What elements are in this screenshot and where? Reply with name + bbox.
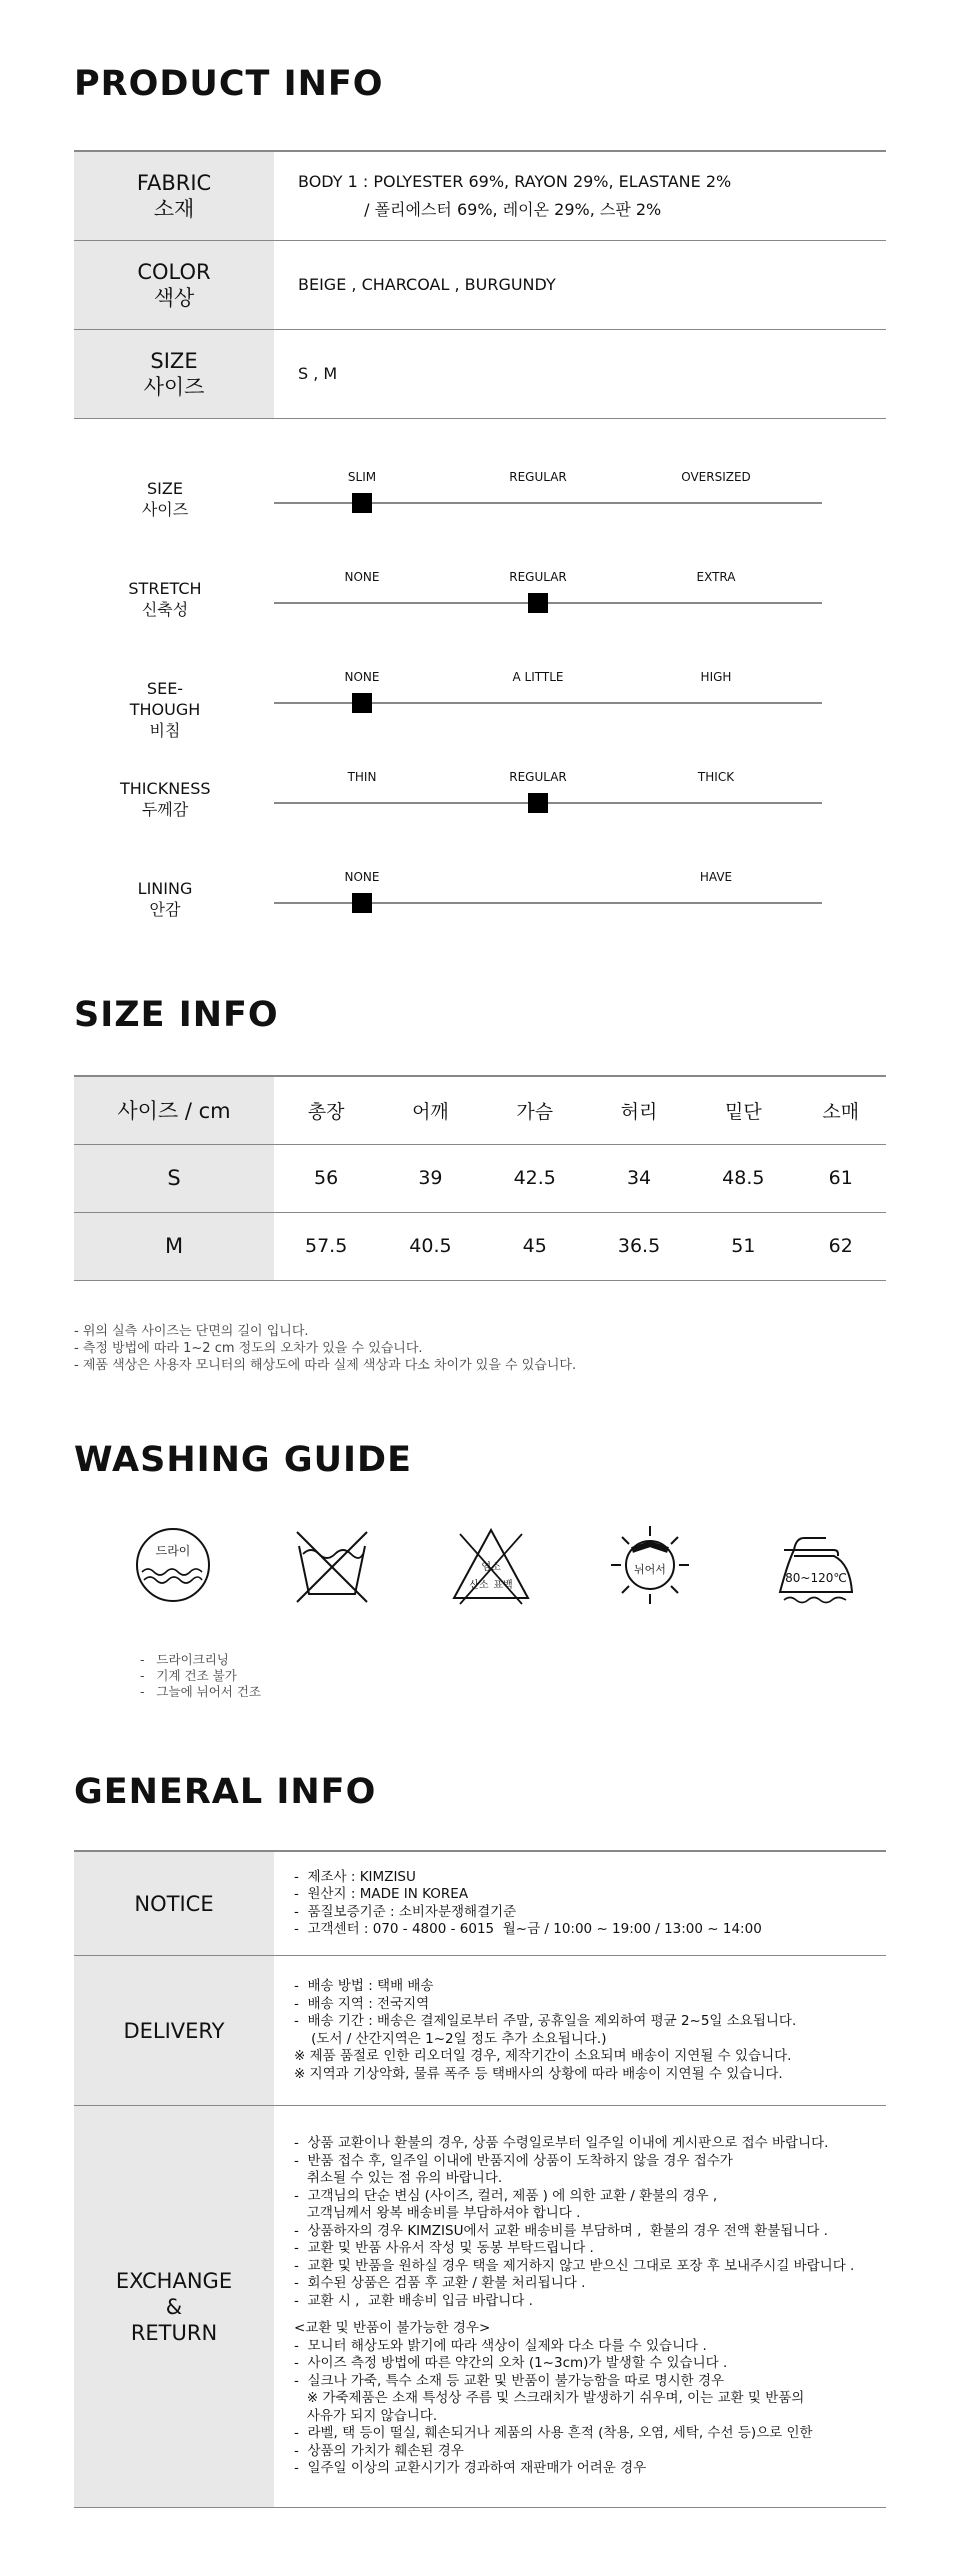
notice-label-text: NOTICE — [134, 1891, 214, 1916]
size-row — [74, 330, 886, 419]
scale-label — [120, 778, 210, 820]
exchange-label-text: RETURN — [130, 2320, 218, 2345]
note-line: - 그늘에 뉘어서 건조 — [140, 1684, 261, 1699]
note-line: - 측정 방법에 따라 1~2 cm 정도의 오차가 있을 수 있습니다. — [74, 1341, 423, 1356]
fabric-value-line: BODY 1 : POLYESTER 69%, RAYON 29%, ELASTANE 2% — [298, 172, 732, 191]
no-bleach-icon — [446, 1520, 536, 1610]
exchange-line: - 교환 및 반품을 원하실 경우 택을 제거하지 않고 받으신 그대로 포장 후 보내주시길 바랍니다 . — [294, 2257, 855, 2274]
exchange-line: - 일주일 이상의 교환시기가 경과하여 재판매가 어려운 경우 — [294, 2460, 647, 2477]
exchange-label-text: EXCHANGE — [115, 2268, 233, 2293]
color-label-en: COLOR — [137, 260, 211, 284]
table-cell: 45 — [483, 1212, 587, 1280]
size-value-line: S , M — [298, 364, 338, 383]
table-row — [74, 1144, 886, 1212]
table-cell: 36.5 — [587, 1212, 691, 1280]
scale-label-ko: 안감 — [149, 900, 181, 919]
size-notes — [74, 1323, 576, 1374]
delivery-label-text: DELIVERY — [123, 2018, 225, 2043]
size-table-header — [74, 1076, 886, 1144]
scale-label-en: THICKNESS — [120, 779, 211, 798]
scale-tick-label: NONE — [344, 870, 380, 884]
size-label-en: SIZE — [150, 349, 198, 373]
scale-label-ko: 사이즈 — [141, 500, 189, 519]
fabric-value-line: / 폴리에스터 69%, 레이온 29%, 스판 2% — [298, 200, 662, 219]
bleach-text: 산소 — [469, 1580, 489, 1591]
exchange-line: - 상품 교환이나 환불의 경우, 상품 수령일로부터 일주일 이내에 게시판으로 접수 바랍니다. — [294, 2135, 829, 2152]
delivery-value — [274, 1956, 886, 2105]
note-line: - 제품 색상은 사용자 모니터의 해상도에 따라 실제 색상과 다소 차이가 있을 수 있습니다. — [74, 1358, 577, 1373]
fabric-value — [274, 152, 886, 240]
product-info-title: PRODUCT INFO — [74, 64, 384, 104]
scale-tick-label: OVERSIZED — [681, 470, 751, 484]
scale-line — [274, 602, 822, 604]
exchange-line: - 실크나 가죽, 특수 소재 등 교환 및 반품이 불가능함을 따로 명시한 경우 — [294, 2372, 725, 2389]
fabric-row — [74, 152, 886, 241]
no-machine-wash-icon — [287, 1520, 377, 1610]
color-row — [74, 241, 886, 330]
general-info-title: GENERAL INFO — [74, 1772, 377, 1812]
fabric-label — [74, 152, 274, 240]
exchange-line: - 고객님의 단순 변심 (사이즈, 컬러, 제품 ) 에 의한 교환 / 환불의 경우 , — [294, 2187, 718, 2204]
delivery-line: ※ 지역과 기상악화, 물류 폭주 등 택배사의 상황에 따라 배송이 지연될 수 있습니다. — [294, 2065, 783, 2082]
notice-line: - 제조사 : KIMZISU — [294, 1868, 416, 1885]
exchange-line: - 상품의 가치가 훼손된 경우 — [294, 2442, 464, 2459]
scale-label-en: SIZE — [147, 479, 183, 498]
scale-marker — [352, 893, 372, 913]
scale-tick-label: THIN — [347, 770, 377, 784]
scale-label — [120, 678, 210, 741]
table-cell: 39 — [378, 1144, 482, 1212]
table-cell: 40.5 — [378, 1212, 482, 1280]
table-cell: 56 — [274, 1144, 378, 1212]
exchange-subheading: <교환 및 반품이 불가능한 경우> — [294, 2320, 491, 2337]
scale-label — [120, 478, 210, 520]
note-line: - 기계 건조 불가 — [140, 1668, 237, 1683]
exchange-line: - 교환 및 반품 사유서 작성 및 동봉 부탁드립니다 . — [294, 2240, 594, 2257]
scale-tick-label: EXTRA — [696, 570, 736, 584]
scale-tick-label: REGULAR — [509, 570, 567, 584]
scale-label-ko: 신축성 — [141, 600, 189, 619]
exchange-line: - 라벨, 택 등이 떨실, 훼손되거나 제품의 사용 흔적 (착용, 오염, 세탁, 수선 등)으로 인한 — [294, 2425, 813, 2442]
table-cell: 57.5 — [274, 1212, 378, 1280]
scale-tick-label: HAVE — [699, 870, 733, 884]
size-row-label: S — [74, 1144, 274, 1212]
exchange-return-row — [74, 2106, 886, 2508]
delivery-row — [74, 1956, 886, 2106]
exchange-return-value — [274, 2106, 886, 2507]
size-table-header-cell: 어깨 — [378, 1076, 482, 1144]
size-table — [74, 1075, 886, 1281]
delivery-label — [74, 1956, 274, 2105]
shade-dry-icon — [605, 1520, 695, 1610]
delivery-line: ※ 제품 품절로 인한 리오더일 경우, 제작기간이 소요되며 배송이 지연될 수 있습니다. — [294, 2048, 792, 2064]
table-row — [74, 1212, 886, 1280]
size-row-label: M — [74, 1212, 274, 1280]
fabric-label-en: FABRIC — [136, 171, 212, 195]
notice-label — [74, 1852, 274, 1955]
scale-label-ko: 두께감 — [141, 800, 189, 819]
exchange-line: - 모니터 해상도와 밝기에 따라 색상이 실제와 다소 다를 수 있습니다 . — [294, 2337, 707, 2354]
exchange-line: - 상품하자의 경우 KIMZISU에서 교환 배송비를 부담하며 , 환불의 경우 전액 환불됩니다 . — [294, 2222, 828, 2239]
exchange-spacer — [294, 2310, 886, 2320]
notice-value — [274, 1852, 886, 1955]
product-info-table — [74, 150, 886, 419]
delivery-line: - 배송 방법 : 택배 배송 — [294, 1978, 434, 1994]
size-table-header-cell: 가슴 — [483, 1076, 587, 1144]
scale-marker — [528, 793, 548, 813]
iron-text: 80~120℃ — [785, 1571, 847, 1585]
scale-tick-label: REGULAR — [509, 470, 567, 484]
iron-icon — [764, 1520, 864, 1610]
exchange-line: 취소될 수 있는 점 유의 바랍니다. — [294, 2170, 503, 2187]
delivery-line: - 배송 기간 : 배송은 결제일로부터 주말, 공휴일을 제외하여 평균 2~5일 소요됩니다. — [294, 2013, 797, 2029]
scale-tick-label: NONE — [344, 670, 380, 684]
size-table-header-cell: 허리 — [587, 1076, 691, 1144]
scale-tick-label: SLIM — [347, 470, 377, 484]
scale-label-en: STRETCH — [128, 579, 202, 598]
table-cell: 42.5 — [483, 1144, 587, 1212]
scale-tick-label: NONE — [344, 570, 380, 584]
exchange-line: - 반품 접수 후, 일주일 이내에 반품지에 상품이 도착하지 않을 경우 접수가 — [294, 2152, 733, 2169]
note-line: - 드라이크리닝 — [140, 1652, 229, 1667]
size-table-header-cell: 밑단 — [691, 1076, 795, 1144]
size-value — [274, 330, 886, 418]
scale-tick-label: REGULAR — [509, 770, 567, 784]
exchange-return-label — [74, 2106, 274, 2507]
scale-label-en: SEE-THOUGH — [129, 679, 201, 719]
exchange-line: - 사이즈 측정 방법에 따른 약간의 오차 (1~3cm)가 발생할 수 있습니다 . — [294, 2355, 728, 2372]
color-value — [274, 241, 886, 329]
scale-marker — [352, 493, 372, 513]
delivery-line: (도서 / 산간지역은 1~2일 정도 추가 소요됩니다.) — [294, 2030, 607, 2047]
size-info-title: SIZE INFO — [74, 995, 279, 1035]
size-table-header-cell: 사이즈 / cm — [74, 1076, 274, 1144]
exchange-line: - 회수된 상품은 검품 후 교환 / 환불 처리됩니다 . — [294, 2275, 586, 2292]
scale-label — [120, 878, 210, 920]
scale-tick-label: HIGH — [700, 670, 732, 684]
table-cell: 48.5 — [691, 1144, 795, 1212]
size-table-header-cell: 총장 — [274, 1076, 378, 1144]
size-label-ko: 사이즈 — [143, 375, 205, 399]
fabric-label-ko: 소재 — [153, 197, 195, 221]
exchange-line: - 교환 시 , 교환 배송비 입금 바랍니다 . — [294, 2292, 533, 2309]
notice-line: - 품질보증기준 : 소비자분쟁해결기준 — [294, 1903, 517, 1920]
size-label — [74, 330, 274, 418]
exchange-line: ※ 가죽제품은 소재 특성상 주름 및 스크래치가 발생하기 쉬우며, 이는 교환 및 반품의 — [294, 2390, 805, 2407]
exchange-line: 사유가 되지 않습니다. — [294, 2407, 438, 2424]
color-value-line: BEIGE , CHARCOAL , BURGUNDY — [298, 275, 556, 294]
bleach-text: 염소 — [481, 1562, 501, 1573]
washing-guide-title: WASHING GUIDE — [74, 1440, 412, 1480]
scale-label-en: LINING — [137, 879, 193, 898]
scale-label — [120, 578, 210, 620]
table-cell: 62 — [795, 1212, 886, 1280]
scale-tick-label: THICK — [697, 770, 735, 784]
notice-row — [74, 1852, 886, 1956]
scale-line — [274, 802, 822, 804]
scale-marker — [528, 593, 548, 613]
shade-text: 뉘어서 — [634, 1563, 666, 1576]
color-label — [74, 241, 274, 329]
table-cell: 61 — [795, 1144, 886, 1212]
delivery-line: - 배송 지역 : 전국지역 — [294, 1995, 430, 2012]
exchange-label-text: & — [165, 2294, 183, 2319]
notice-line: - 고객센터 : 070 - 4800 - 6015 월~금 / 10:00 ~ 19:00 / 13:00 ~ 14:00 — [294, 1921, 762, 1937]
dry-text: 드라이 — [155, 1544, 191, 1558]
scale-label-ko: 비침 — [149, 721, 181, 740]
bleach-text: 표백 — [493, 1580, 513, 1591]
scale-tick-label: A LITTLE — [512, 670, 564, 684]
size-table-header-cell: 소매 — [795, 1076, 886, 1144]
table-cell: 34 — [587, 1144, 691, 1212]
dry-clean-icon — [128, 1520, 218, 1610]
exchange-line: 고객님께서 왕복 배송비를 부담하셔야 합니다 . — [294, 2205, 581, 2222]
table-cell: 51 — [691, 1212, 795, 1280]
note-line: - 위의 실측 사이즈는 단면의 길이 입니다. — [74, 1324, 309, 1339]
notice-line: - 원산지 : MADE IN KOREA — [294, 1886, 469, 1902]
color-label-ko: 색상 — [153, 286, 195, 310]
washing-notes — [140, 1652, 261, 1700]
general-info-table — [74, 1850, 886, 2508]
scale-marker — [352, 693, 372, 713]
